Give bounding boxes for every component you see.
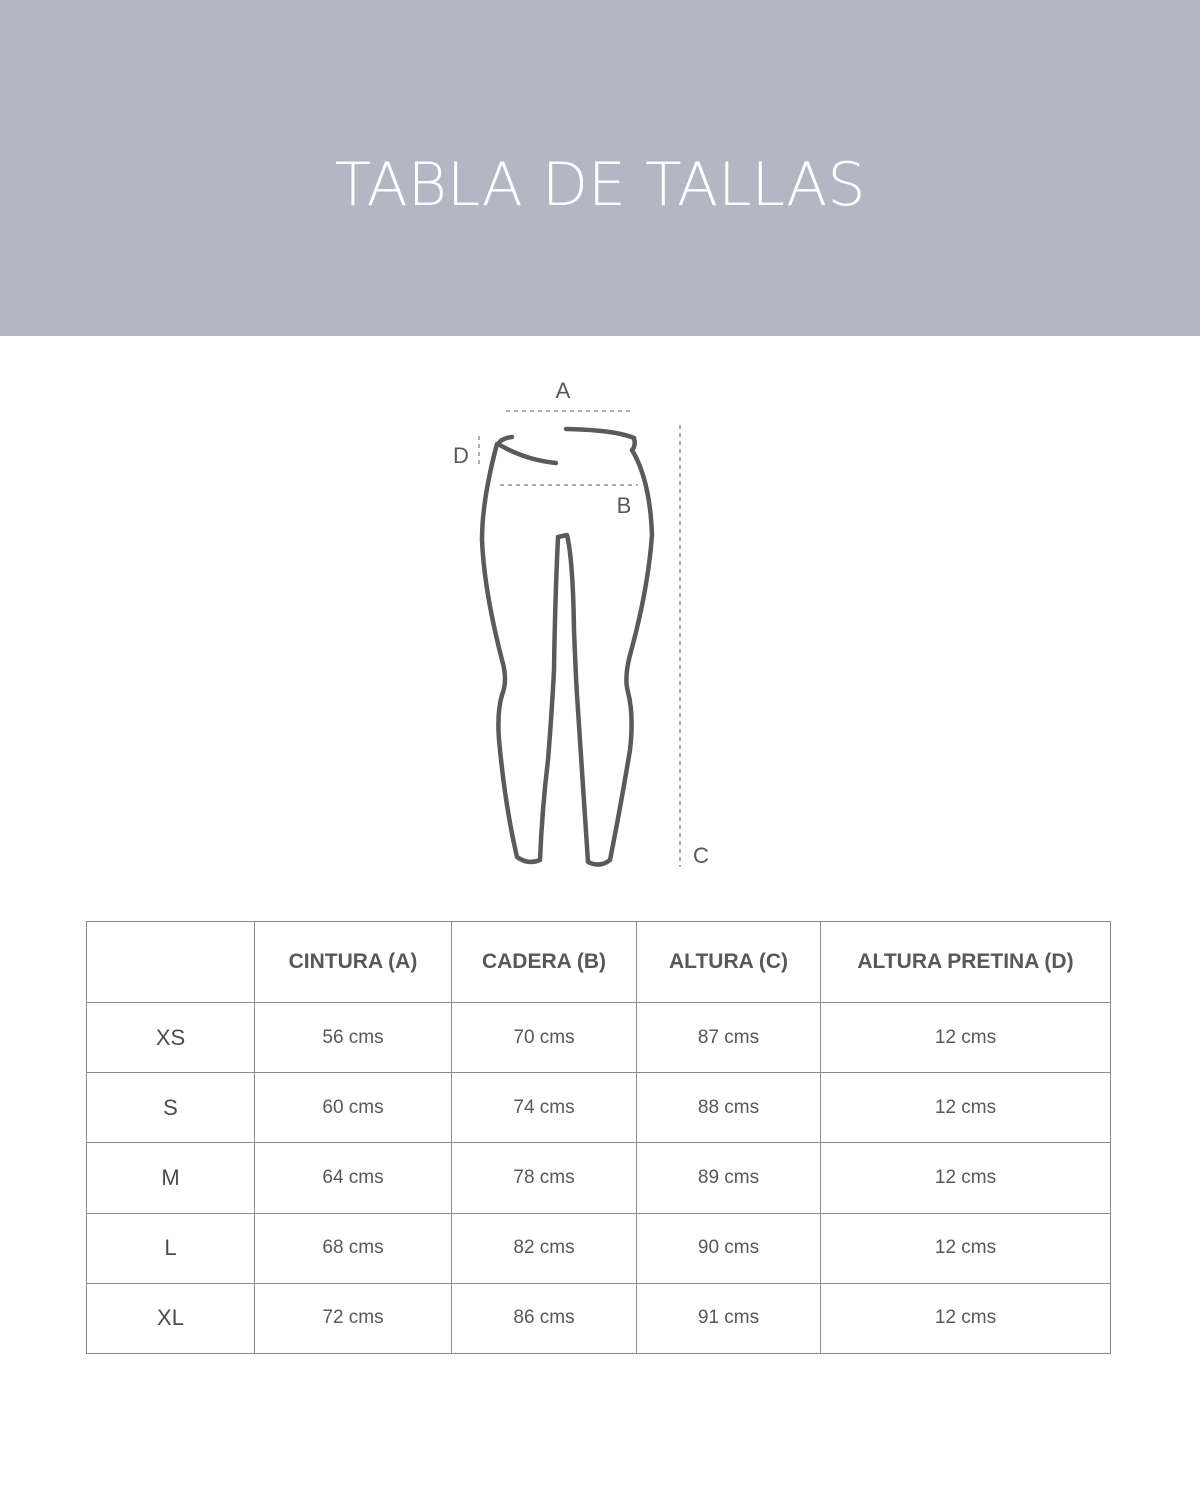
leggings-illustration	[420, 370, 740, 880]
pretina-cell: 12 cms	[821, 1003, 1111, 1073]
cintura-cell: 60 cms	[255, 1073, 452, 1143]
header-cintura: CINTURA (A)	[255, 922, 452, 1003]
size-table	[86, 921, 1111, 1354]
table-row	[87, 1213, 1111, 1283]
cadera-cell: 82 cms	[452, 1213, 637, 1283]
cintura-cell: 72 cms	[255, 1283, 452, 1353]
size-cell: L	[87, 1213, 255, 1283]
pretina-cell: 12 cms	[821, 1213, 1111, 1283]
cadera-cell: 86 cms	[452, 1283, 637, 1353]
table-row	[87, 1073, 1111, 1143]
label-c: C	[693, 843, 709, 868]
cintura-cell: 56 cms	[255, 1003, 452, 1073]
size-cell: M	[87, 1143, 255, 1213]
altura-cell: 91 cms	[637, 1283, 821, 1353]
header-altura: ALTURA (C)	[637, 922, 821, 1003]
cadera-cell: 78 cms	[452, 1143, 637, 1213]
size-cell: XS	[87, 1003, 255, 1073]
header-altura-pretina: ALTURA PRETINA (D)	[821, 922, 1111, 1003]
cintura-cell: 68 cms	[255, 1213, 452, 1283]
altura-cell: 87 cms	[637, 1003, 821, 1073]
header-banner	[0, 0, 1200, 336]
label-b: B	[616, 493, 632, 518]
pretina-cell: 12 cms	[821, 1073, 1111, 1143]
leggings-diagram	[420, 370, 740, 880]
altura-cell: 88 cms	[637, 1073, 821, 1143]
header-cadera: CADERA (B)	[452, 922, 637, 1003]
altura-cell: 89 cms	[637, 1143, 821, 1213]
header-size	[87, 922, 255, 1003]
table-row	[87, 1143, 1111, 1213]
waistband-back-stroke	[566, 429, 635, 450]
table-header-row	[87, 922, 1111, 1003]
cadera-cell: 74 cms	[452, 1073, 637, 1143]
size-cell: XL	[87, 1283, 255, 1353]
table-row	[87, 1283, 1111, 1353]
size-cell: S	[87, 1073, 255, 1143]
waistband-front-stroke	[498, 437, 556, 463]
pretina-cell: 12 cms	[821, 1283, 1111, 1353]
page-title: TABLA DE TALLAS	[334, 150, 866, 220]
label-d: D	[453, 443, 469, 468]
altura-cell: 90 cms	[637, 1213, 821, 1283]
table-row	[87, 1003, 1111, 1073]
label-a: A	[555, 378, 571, 403]
cadera-cell: 70 cms	[452, 1003, 637, 1073]
pretina-cell: 12 cms	[821, 1143, 1111, 1213]
cintura-cell: 64 cms	[255, 1143, 452, 1213]
